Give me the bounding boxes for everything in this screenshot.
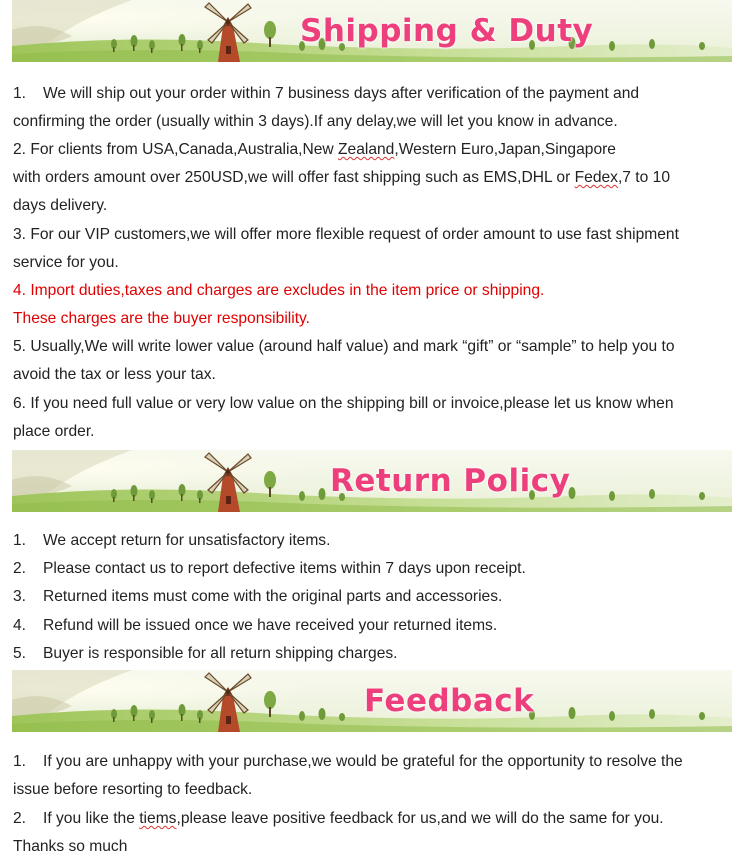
- list-number: 1.: [13, 532, 27, 549]
- shipping-line-3: 2. For clients from USA,Canada,Australia,New Zealand,Western Euro,Japan,Singapore: [13, 141, 616, 158]
- feedback-banner: [12, 670, 732, 732]
- shipping-line-8-duties: 4. Import duties,taxes and charges are excludes in the item price or shipping.: [13, 282, 545, 299]
- feedback-line-2: issue before resorting to feedback.: [13, 781, 253, 798]
- feedback-line-3: [13, 809, 664, 829]
- spellcheck-word: tiems: [139, 810, 177, 827]
- list-number: 3.: [13, 588, 27, 605]
- shipping-line-12: 6. If you need full value or very low value on the shipping bill or invoice,please let us know when: [13, 395, 674, 412]
- feedback-thanks: Thanks so much: [13, 838, 128, 855]
- shipping-line-5: days delivery.: [13, 197, 108, 214]
- shipping-line-13: place order.: [13, 423, 95, 440]
- list-text: If you like the tiems,please leave positive feedback for us,and we will do the same for you.: [43, 810, 664, 827]
- list-number: 4.: [13, 617, 27, 634]
- list-text: Returned items must come with the original parts and accessories.: [43, 588, 503, 605]
- list-number: 1.: [13, 753, 27, 770]
- list-text: Buyer is responsible for all return shipping charges.: [43, 645, 398, 662]
- list-number: 2.: [13, 560, 27, 577]
- feedback-line-1: [13, 752, 683, 772]
- shipping-line-6: 3. For our VIP customers,we will offer more flexible request of order amount to use fast shipment: [13, 226, 679, 243]
- section-heading: Return Policy: [330, 463, 571, 499]
- shipping-line-11: avoid the tax or less your tax.: [13, 366, 216, 383]
- list-text: We will ship out your order within 7 business days after verification of the payment and: [43, 85, 640, 102]
- list-text: We accept return for unsatisfactory items.: [43, 532, 331, 549]
- return-item-4: [13, 616, 497, 636]
- shipping-line-9-buyer-charges: These charges are the buyer responsibility.: [13, 310, 311, 327]
- section-heading: Shipping & Duty: [300, 13, 594, 49]
- shipping-line-1: [13, 84, 639, 104]
- shipping-line-10: 5. Usually,We will write lower value (around half value) and mark “gift” or “sample” to help you to: [13, 338, 675, 355]
- shipping-line-7: service for you.: [13, 254, 119, 271]
- list-number: 5.: [13, 645, 27, 662]
- shipping-line-2: confirming the order (usually within 3 days).If any delay,we will let you know in advance.: [13, 113, 618, 130]
- list-number: 2.: [13, 810, 27, 827]
- section-heading: Feedback: [364, 683, 535, 719]
- shipping-line-4: with orders amount over 250USD,we will offer fast shipping such as EMS,DHL or Fedex,7 to 10: [13, 169, 670, 186]
- list-number: 1.: [13, 85, 27, 102]
- return-policy-banner: [12, 450, 732, 512]
- list-text: Please contact us to report defective items within 7 days upon receipt.: [43, 560, 526, 577]
- return-item-3: [13, 587, 502, 607]
- spellcheck-word: Fedex: [574, 169, 618, 186]
- spellcheck-word: Zealand: [338, 141, 395, 158]
- shipping-banner: [12, 0, 732, 62]
- list-text: Refund will be issued once we have received your returned items.: [43, 617, 498, 634]
- return-item-5: [13, 644, 398, 664]
- return-item-2: [13, 559, 526, 579]
- return-item-1: [13, 531, 330, 551]
- list-text: If you are unhappy with your purchase,we would be grateful for the opportunity to resolve the: [43, 753, 683, 770]
